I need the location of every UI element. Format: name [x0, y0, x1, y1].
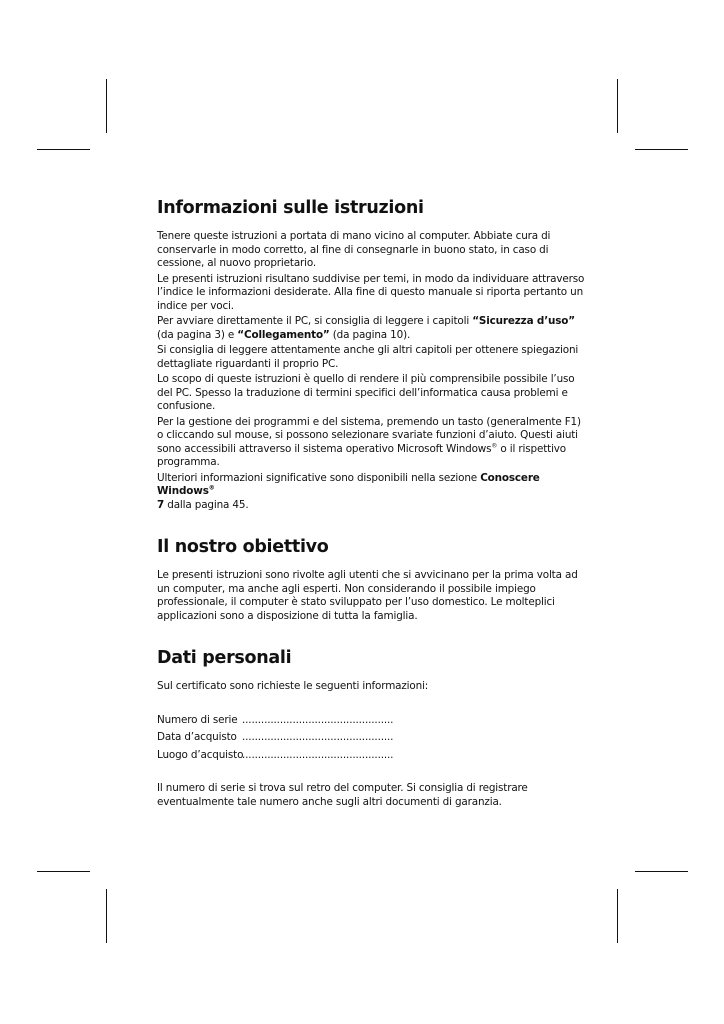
- field-fill-line: ................................................: [242, 731, 394, 743]
- section-ref-windows: Conoscere Windows® 7: [157, 471, 540, 511]
- section-title-personal-data: Dati personali: [157, 648, 292, 668]
- field-fill-line: ................................................: [242, 713, 394, 726]
- crop-mark-bottom-right-vertical: [617, 889, 618, 943]
- chapter-ref-safety: “Sicurezza d’uso”: [472, 315, 575, 327]
- crop-mark-bottom-right-horizontal: [635, 871, 688, 872]
- paragraph-chapters: Per avviare direttamente il PC, si consiglia di leggere i capitoli “Sicurezza d’uso” (da pagina 3) e “Collegamento” (da pagina 10).: [157, 315, 575, 341]
- field-label: Luogo d’acquisto: [157, 748, 244, 761]
- paragraph: Lo scopo di queste istruzioni è quello di rendere il più comprensibile possibile l’uso del PC. Spesso la traduzione di termini specifici dell’informatica causa problemi e confusione.: [157, 373, 575, 412]
- crop-mark-bottom-left-horizontal: [37, 871, 90, 872]
- field-label: Numero di serie: [157, 713, 238, 726]
- crop-mark-top-left-horizontal: [37, 149, 90, 150]
- section-title-instructions: Informazioni sulle istruzioni: [157, 198, 424, 218]
- paragraph: Si consiglia di leggere attentamente anche gli altri capitoli per ottenere spiegazioni dettagliate riguardanti il proprio PC.: [157, 344, 579, 370]
- crop-mark-bottom-left-vertical: [106, 889, 107, 943]
- field-serial-number: [157, 712, 587, 730]
- field-purchase-place: [157, 747, 587, 765]
- crop-mark-top-left-vertical: [106, 79, 107, 133]
- personal-data-fields: [157, 712, 587, 765]
- field-purchase-date: [157, 729, 587, 747]
- field-label: Data d’acquisto: [157, 731, 237, 743]
- paragraph-windows-ref: Ulteriori informazioni significative sono disponibili nella sezione Conoscere Windows® 7 dalla pagina 45.: [157, 471, 540, 511]
- paragraph: Le presenti istruzioni risultano suddivise per temi, in modo da individuare attraverso l’indice le informazioni desiderate. Alla fine di questo manuale si riporta pertanto un indice per voci.: [157, 272, 585, 312]
- section-title-objective: Il nostro obiettivo: [157, 537, 329, 557]
- paragraph: Le presenti istruzioni sono rivolte agli utenti che si avvicinano per la prima volta ad un computer, ma anche agli esperti. Non considerando il possibile impiego professionale, il computer è stato sviluppato per l’uso domestico. Le molteplici applicazioni sono a disposizione di tutta la famiglia.: [157, 569, 578, 622]
- paragraph: Tenere queste istruzioni a portata di mano vicino al computer. Abbiate cura di conservarle in modo corretto, al fine di consegnarle in buono stato, in caso di cessione, al nuovo proprietario.: [157, 230, 551, 269]
- paragraph: Il numero di serie si trova sul retro del computer. Si consiglia di registrare eventualmente tale numero anche sugli altri documenti di garanzia.: [157, 782, 528, 808]
- crop-mark-top-right-vertical: [617, 79, 618, 133]
- paragraph-help: Per la gestione dei programmi e del sistema, premendo un tasto (generalmente F1) o cliccando sul mouse, si possono selezionare svariate funzioni d’aiuto. Questi aiuti sono accessibili attraverso il sistema operativo Microsoft Windows® o il rispettivo programma.: [157, 415, 581, 468]
- crop-mark-top-right-horizontal: [635, 149, 688, 150]
- field-fill-line: ................................................: [242, 748, 394, 761]
- chapter-ref-connection: “Collegamento”: [237, 328, 330, 341]
- page-content: [157, 196, 587, 811]
- paragraph: Sul certificato sono richieste le seguenti informazioni:: [157, 680, 429, 692]
